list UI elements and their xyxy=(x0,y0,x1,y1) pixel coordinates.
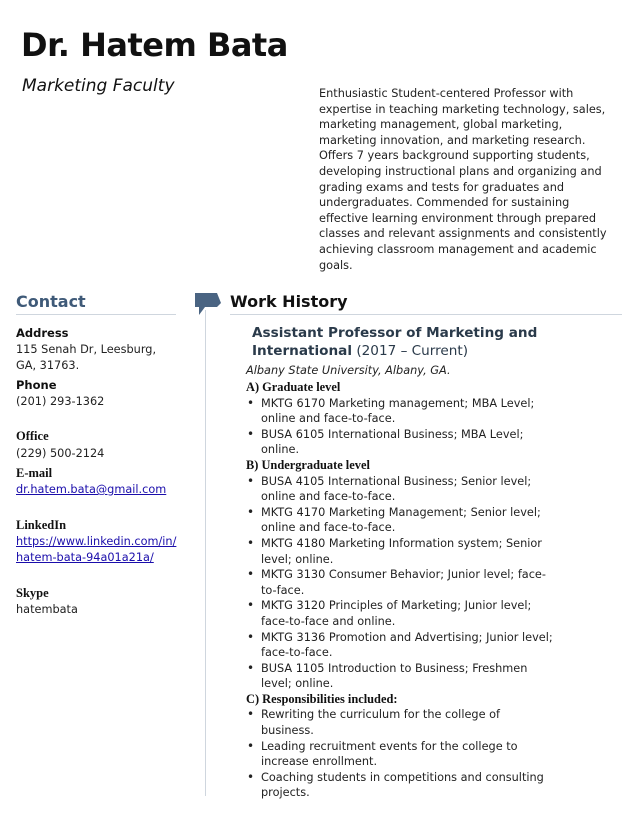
list-item: • MKTG 4170 Marketing Management; Senior level; online and face-to-face. xyxy=(246,505,556,536)
linkedin-value xyxy=(16,534,186,565)
linkedin-link-line1: https://www.linkedin.com/in/ xyxy=(16,535,177,548)
list-item: • Coaching students in competitions and consulting projects. xyxy=(246,770,556,801)
job-title xyxy=(252,324,552,360)
office-label: Office xyxy=(16,429,49,443)
section-flag-icon xyxy=(195,293,221,317)
responsibilities-heading: C) Responsibilities included: xyxy=(246,691,398,706)
list-item: • BUSA 6105 International Business; MBA Level; online. xyxy=(246,427,556,458)
list-item: • Leading recruitment events for the college to increase enrollment. xyxy=(246,739,556,770)
list-item: • MKTG 4180 Marketing Information system; Senior level; online. xyxy=(246,536,556,567)
linkedin-link[interactable] xyxy=(16,535,176,564)
linkedin-label: LinkedIn xyxy=(16,518,67,532)
work-history-heading: Work History xyxy=(230,292,348,311)
list-item: • MKTG 3136 Promotion and Advertising; Junior level; face-to-face. xyxy=(246,630,556,661)
job-details xyxy=(246,380,576,801)
list-item: • BUSA 4105 International Business; Senior level; online and face-to-face. xyxy=(246,474,556,505)
linkedin-link-line2: hatem-bata-94a01a21a/ xyxy=(16,550,154,564)
email-label: E-mail xyxy=(16,466,53,480)
phone-value: (201) 293-1362 xyxy=(16,395,105,408)
work-history-divider xyxy=(230,314,622,315)
candidate-name: Dr. Hatem Bata xyxy=(21,26,288,64)
email-link[interactable]: dr.hatem.bata@gmail.com xyxy=(16,483,167,496)
undergraduate-heading: B) Undergraduate level xyxy=(246,457,370,472)
list-item: • MKTG 6170 Marketing management; MBA Level; online and face-to-face. xyxy=(246,396,556,427)
list-item: • MKTG 3130 Consumer Behavior; Junior level; face-to-face. xyxy=(246,567,556,598)
office-value: (229) 500-2124 xyxy=(16,447,105,460)
professional-summary: Enthusiastic Student-centered Professor with expertise in teaching marketing technology, sales, marketing management, global marketing, marketing innovation, and marketing research. Offers 7 years background supporting students, developing instructional plans and organizing and grading exams and tests for graduates and undergraduates. Commended for sustaining effective learning environment through prepared classes and relevant assignments and consistently achieving classroom management and academic goals. xyxy=(319,87,607,272)
email-value xyxy=(16,482,186,498)
list-item: • BUSA 1105 Introduction to Business; Freshmen level; online. xyxy=(246,661,556,692)
address-label: Address xyxy=(16,326,69,340)
phone-label: Phone xyxy=(16,378,57,392)
list-item: • MKTG 3120 Principles of Marketing; Junior level; face-to-face and online. xyxy=(246,598,556,629)
job-title-text: Assistant Professor of Marketing and International xyxy=(252,325,538,359)
graduate-heading: A) Graduate level xyxy=(246,380,341,394)
skype-value: hatembata xyxy=(16,603,78,616)
contact-heading: Contact xyxy=(16,292,86,311)
list-item: • Rewriting the curriculum for the college of business. xyxy=(246,707,556,738)
column-divider xyxy=(205,310,206,796)
address-value: 115 Senah Dr, Leesburg, GA, 31763. xyxy=(16,343,157,372)
contact-divider xyxy=(16,314,176,315)
candidate-role: Marketing Faculty xyxy=(22,76,175,96)
undergraduate-list xyxy=(246,474,576,692)
job-dates: (2017 – Current) xyxy=(356,343,469,359)
skype-label: Skype xyxy=(16,586,49,600)
responsibilities-list xyxy=(246,707,576,801)
graduate-list xyxy=(246,396,576,458)
company-location: Albany State University, Albany, GA. xyxy=(246,364,451,377)
